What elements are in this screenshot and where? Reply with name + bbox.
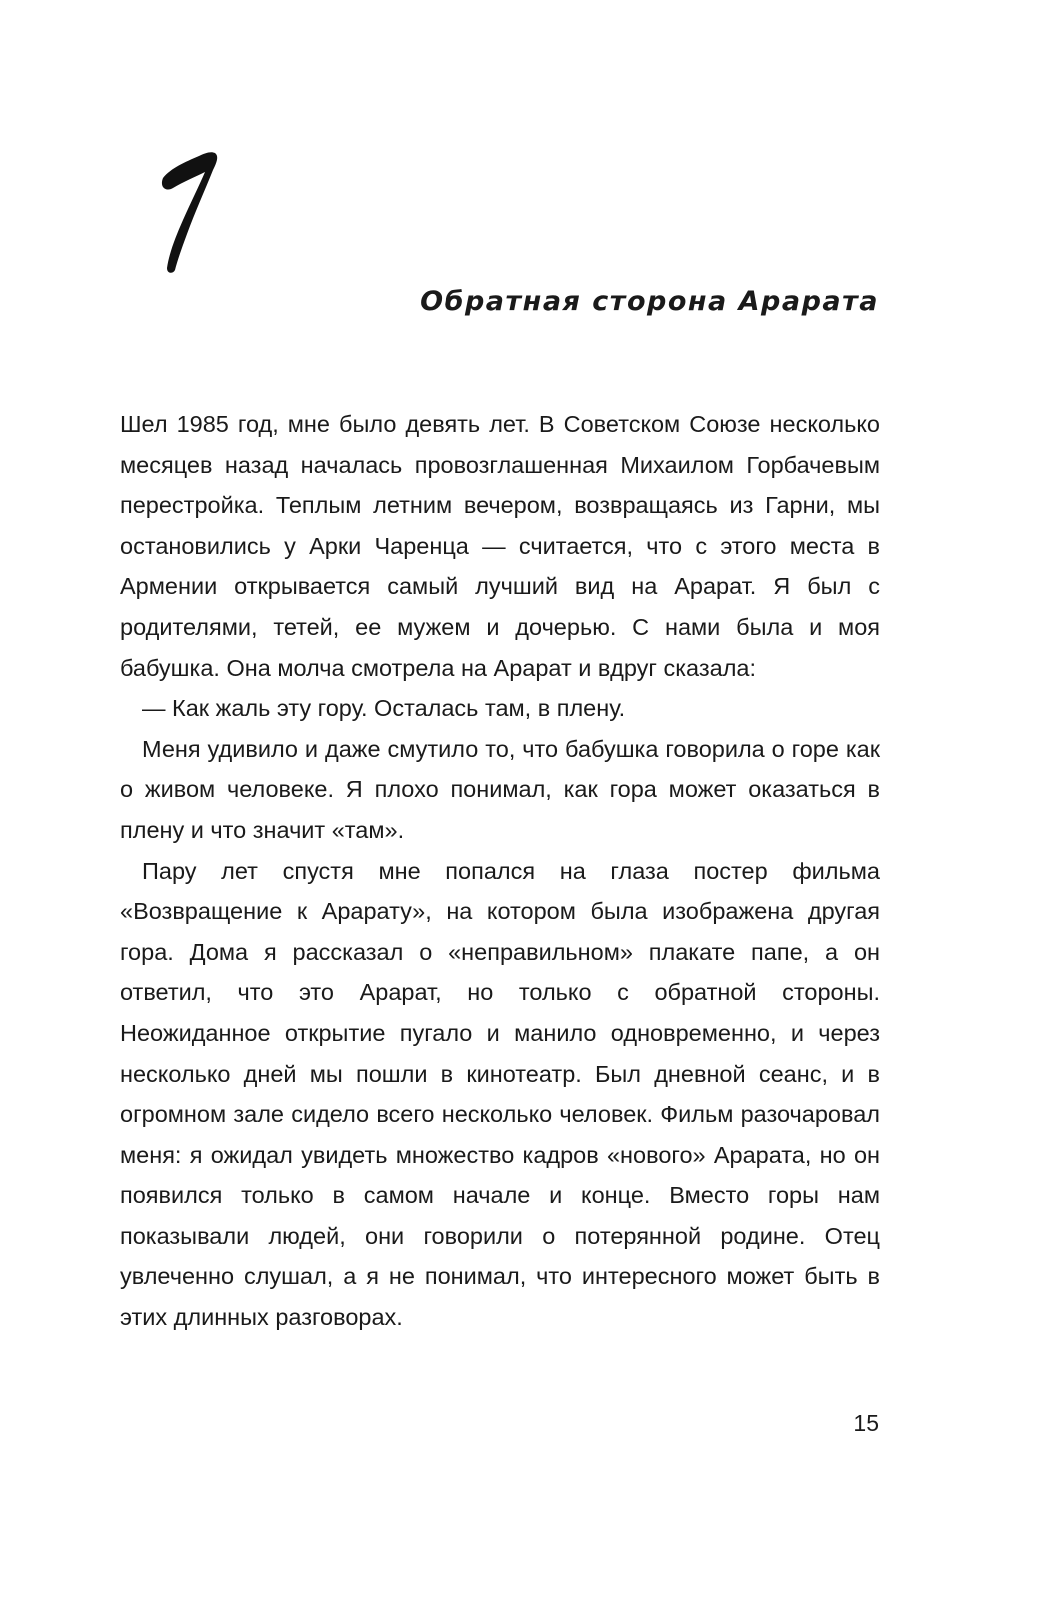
page-number: 15 [853, 1410, 879, 1436]
paragraph: Меня удивило и даже смутило то, что бабушка говорила о горе как о живом человеке. Я плохо понимал, как гора может оказаться в плену и что значит «там». [120, 735, 880, 843]
paragraph: — Как жаль эту гору. Осталась там, в плену. [142, 695, 626, 722]
chapter-number-glyph [155, 150, 225, 275]
body-text [120, 404, 880, 1338]
paragraph: Шел 1985 год, мне было девять лет. В Советском Союзе несколько месяцев назад началась провозглашенная Михаилом Горбачевым перестройка. Теплым летним вечером, возвращаясь из Гарни, мы остановились у Арки Чаренца — считается, что с этого места в Армении открывается самый лучший вид на Арарат. Я был с родителями, тетей, ее мужем и дочерью. С нами была и моя бабушка. Она молча смотрела на Арарат и вдруг сказала: [120, 411, 880, 681]
chapter-title: Обратная сторона Арарата [420, 286, 879, 317]
chapter-number [155, 150, 225, 275]
paragraph: Пару лет спустя мне попался на глаза постер фильма «Возвращение к Арарату», на котором была изображена другая гора. Дома я рассказал о «неправильном» плакате папе, а он ответил, что это Арарат, но только с обратной стороны. Неожиданное открытие пугало и манило одновременно, и через несколько дней мы пошли в кинотеатр. Был дневной сеанс, и в огромном зале сидело всего несколько человек. Фильм разочаровал меня: я ожидал увидеть множество кадров «нового» Арарата, но он появился только в самом начале и конце. Вместо горы нам показывали людей, они говорили о потерянной родине. Отец увлеченно слушал, а я не понимал, что интересного может быть в этих длинных разговорах. [120, 857, 880, 1331]
